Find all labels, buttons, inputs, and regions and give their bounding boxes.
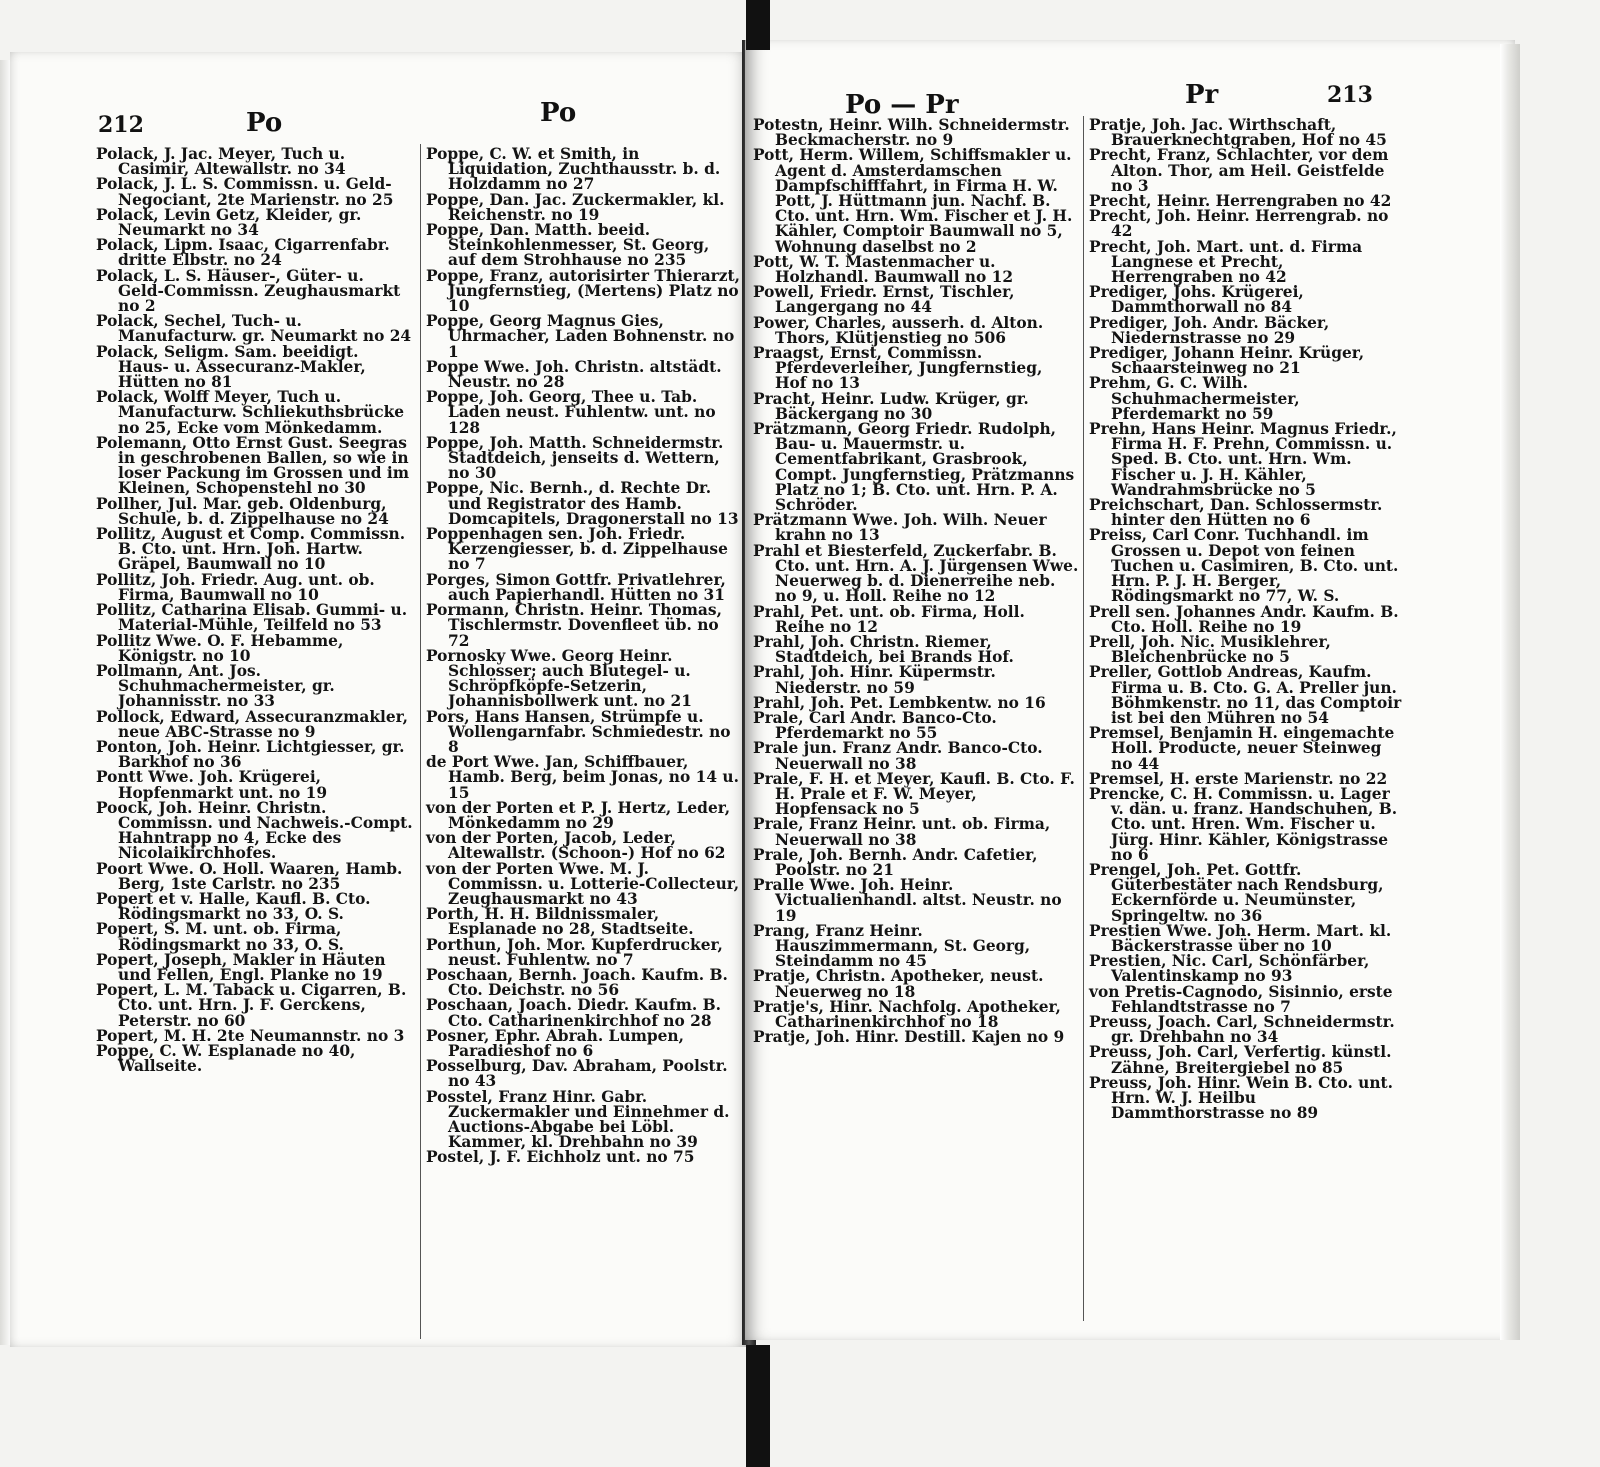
directory-entry: Pralle Wwe. Joh. Heinr. Victualienhandl. altst. Neustr. no 19	[753, 876, 1062, 925]
directory-entry: Prahl, Joh. Christn. Riemer, Stadtdeich, bei Brands Hof.	[753, 632, 1014, 667]
directory-entry: Premsel, H. erste Marienstr. no 22	[1089, 769, 1388, 788]
directory-entry: Polack, Lipm. Isaac, Cigarrenfabr. dritte Elbstr. no 24	[96, 236, 390, 270]
bookmark-ribbon-top	[746, 0, 770, 50]
directory-entry: Preichschart, Dan. Schlossermstr. hinter den Hütten no 6	[1089, 496, 1383, 530]
directory-entry: Potestn, Heinr. Wilh. Schneidermstr. Beckmacherstr. no 9	[753, 116, 1070, 150]
directory-entry: Pott, Herm. Willem, Schiffsmakler u. Agent d. Amsterdamschen Dampfschifffahrt, in Firma H. W. Pott, J. Hüttmann jun. Nachf. B. Cto. unt. Hrn. Wm. Fischer et J. H. Kähler, Comptoir Baumwall no 5, Wohnung daselbst no 2	[753, 146, 1073, 256]
directory-entry: Prale jun. Franz Andr. Banco-Cto. Neuerwall no 38	[753, 739, 1043, 773]
directory-entry: Polemann, Otto Ernst Gust. Seegras in geschrobenen Ballen, so wie in loser Packung im Grossen und im Kleinen, Schopenstehl no 30	[96, 433, 410, 498]
directory-entry: Prahl, Joh. Hinr. Küpermstr. Niederstr. no 59	[753, 663, 996, 697]
directory-entry: von der Porten et P. J. Hertz, Leder, Mönkedamm no 29	[426, 798, 731, 832]
directory-entry: Pors, Hans Hansen, Strümpfe u. Wollengarnfabr. Schmiedestr. no 8	[426, 707, 731, 756]
right-page-column-1	[753, 118, 1079, 1045]
right-page-number: 213	[1327, 82, 1373, 108]
directory-entry: Pratje, Joh. Jac. Wirthschaft, Brauerknechtgraben, Hof no 45	[1089, 116, 1387, 150]
directory-entry: Polack, J. L. S. Commissn. u. Geld-Negociant, 2te Marienstr. no 25	[96, 175, 394, 209]
directory-entry: Porth, H. H. Bildnissmaler, Esplanade no 28, Stadtseite.	[426, 905, 694, 939]
directory-entry: Prätzmann Wwe. Joh. Wilh. Neuer krahn no 13	[753, 511, 1047, 545]
directory-entry: Pontt Wwe. Joh. Krügerei, Hopfenmarkt unt. no 19	[96, 768, 328, 802]
directory-entry: Posner, Ephr. Abrah. Lumpen, Paradieshof no 6	[426, 1026, 684, 1060]
directory-entry: Posselburg, Dav. Abraham, Poolstr. no 43	[426, 1057, 728, 1091]
directory-entry: Poppe, Joh. Matth. Schneidermstr. Stadtdeich, jenseits d. Wettern, no 30	[426, 433, 724, 483]
directory-entry: Preuss, Joach. Carl, Schneidermstr. gr. Drehbahn no 34	[1089, 1012, 1395, 1047]
directory-entry: Popert et v. Halle, Kaufl. B. Cto. Rödingsmarkt no 33, O. S.	[96, 889, 371, 924]
directory-entry: Poppe Wwe. Joh. Christn. altstädt. Neustr. no 28	[426, 357, 722, 392]
bookmark-ribbon-bottom	[746, 1345, 770, 1467]
directory-entry: Pollmann, Ant. Jos. Schuhmachermeister, gr. Johannisstr. no 33	[96, 661, 335, 711]
directory-entry: Precht, Joh. Heinr. Herrengrab. no 42	[1089, 207, 1389, 241]
directory-entry: Prale, Franz Heinr. unt. ob. Firma, Neuerwall no 38	[753, 815, 1051, 849]
directory-entry: Prediger, Johann Heinr. Krüger, Schaarsteinweg no 21	[1089, 344, 1365, 378]
directory-entry: Pratje, Christn. Apotheker, neust. Neuerweg no 18	[753, 967, 1044, 1001]
directory-entry: Polack, L. S. Häuser-, Güter- u. Geld-Commissn. Zeughausmarkt no 2	[96, 266, 401, 316]
directory-entry: Pollock, Edward, Assecuranzmakler, neue ABC-Strasse no 9	[96, 707, 408, 741]
directory-entry: Posstel, Franz Hinr. Gabr. Zuckermakler und Einnehmer d. Auctions-Abgabe bei Löbl. Kammer, kl. Drehbahn no 39	[426, 1087, 730, 1152]
directory-entry: Pratje's, Hinr. Nachfolg. Apotheker, Catharinenkirchhof no 18	[753, 997, 1061, 1031]
directory-entry: Powell, Friedr. Ernst, Tischler, Langergang no 44	[753, 283, 1015, 317]
directory-entry: Prale, Joh. Bernh. Andr. Cafetier, Poolstr. no 21	[753, 845, 1038, 879]
directory-entry: von der Porten, Jacob, Leder, Altewallstr. (Schoon-) Hof no 62	[426, 829, 726, 863]
right-page-column-rule	[1083, 116, 1084, 1321]
directory-entry: Premsel, Benjamin H. eingemachte Holl. Producte, neuer Steinweg no 44	[1089, 724, 1395, 773]
directory-entry: Poschaan, Bernh. Joach. Kaufm. B. Cto. Deichstr. no 56	[426, 965, 728, 1000]
directory-entry: Prediger, Joh. Andr. Bäcker, Niedernstrasse no 29	[1089, 313, 1330, 347]
directory-entry: Poppe, Joh. Georg, Thee u. Tab. Laden neust. Fuhlentw. unt. no 128	[426, 388, 716, 437]
directory-entry: Polack, Sechel, Tuch- u. Manufacturw. gr. Neumarkt no 24	[96, 312, 412, 346]
directory-entry: von der Porten Wwe. M. J. Commissn. u. Lotterie-Collecteur, Zeughausmarkt no 43	[426, 859, 740, 908]
left-page-running-head-left: Po	[246, 108, 283, 138]
directory-entry: Prahl et Biesterfeld, Zuckerfabr. B. Cto. unt. Hrn. A. J. Jürgensen Wwe. Neuerweg b. d. Dienerreihe neb. no 9, u. Holl. Reihe no 12	[753, 541, 1079, 606]
directory-entry: Poppe, Franz, autorisirter Thierarzt, Jungfernstieg, (Mertens) Platz no 10	[426, 266, 740, 316]
directory-entry: Preller, Gottlob Andreas, Kaufm. Firma u. B. Cto. G. A. Preller jun. Böhmkenstr. no 11, das Comptoir ist bei den Mühren no 54	[1089, 663, 1402, 727]
right-page-running-head-center: Po — Pr	[845, 90, 959, 120]
directory-entry: Prale, F. H. et Meyer, Kaufl. B. Cto. F. H. Prale et F. W. Meyer, Hopfensack no 5	[753, 769, 1075, 819]
directory-entry: Polack, J. Jac. Meyer, Tuch u. Casimir, Altewallstr. no 34	[96, 145, 346, 179]
directory-entry: Poock, Joh. Heinr. Christn. Commissn. und Nachweis.-Compt. Hahntrapp no 4, Ecke des Nicolaikirchhofes.	[96, 798, 413, 863]
directory-entry: Poschaan, Joach. Diedr. Kaufm. B. Cto. Catharinenkirchhof no 28	[426, 996, 721, 1030]
directory-entry: Popert, L. M. Taback u. Cigarren, B. Cto. unt. Hrn. J. F. Gerckens, Peterstr. no 60	[96, 981, 407, 1030]
directory-entry: Ponton, Joh. Heinr. Lichtgiesser, gr. Barkhof no 36	[96, 737, 405, 772]
directory-entry: von Pretis-Cagnodo, Sisinnio, erste Fehlandtstrasse no 7	[1089, 982, 1393, 1016]
directory-entry: Porthun, Joh. Mor. Kupferdrucker, neust. Fuhlentw. no 7	[426, 935, 723, 969]
left-page-number: 212	[98, 112, 144, 138]
left-page-column-1	[96, 147, 414, 1074]
directory-entry: Porges, Simon Gottfr. Privatlehrer, auch Papierhandl. Hütten no 31	[426, 570, 726, 604]
directory-entry: Preuss, Joh. Carl, Verfertig. künstl. Zähne, Breitergiebel no 85	[1089, 1043, 1392, 1077]
directory-entry: Pott, W. T. Mastenmacher u. Holzhandl. Baumwall no 12	[753, 252, 1014, 287]
right-page-edge	[1500, 44, 1520, 1340]
directory-entry: Poppe, Dan. Matth. beeid. Steinkohlenmesser, St. Georg, auf dem Strohhause no 235	[426, 221, 710, 270]
directory-entry: Poort Wwe. O. Holl. Waaren, Hamb. Berg, 1ste Carlstr. no 235	[96, 859, 403, 893]
directory-entry: Pollitz, Joh. Friedr. Aug. unt. ob. Firma, Baumwall no 10	[96, 570, 375, 604]
right-page	[745, 40, 1515, 1340]
directory-entry: Prell, Joh. Nic. Musiklehrer, Bleichenbrücke no 5	[1089, 632, 1331, 667]
directory-entry: Pratje, Joh. Hinr. Destill. Kajen no 9	[753, 1028, 1065, 1047]
directory-entry: Prestien, Nic. Carl, Schönfärber, Valentinskamp no 93	[1089, 952, 1370, 986]
directory-entry: Poppenhagen sen. Joh. Friedr. Kerzengiesser, b. d. Zippelhause no 7	[426, 525, 728, 574]
directory-entry: Power, Charles, ausserh. d. Alton. Thors, Klütjenstieg no 506	[753, 313, 1044, 347]
directory-entry: Praagst, Ernst, Commissn. Pferdeverleiher, Jungfernstieg, Hof no 13	[753, 344, 1043, 393]
right-page-column-2	[1089, 118, 1407, 1121]
directory-entry: Poppe, C. W. et Smith, in Liquidation, Zuchthausstr. b. d. Holzdamm no 27	[426, 145, 721, 194]
directory-entry: Prediger, Johs. Krügerei, Dammthorwall no 84	[1089, 283, 1304, 317]
directory-entry: Pollher, Jul. Mar. geb. Oldenburg, Schule, b. d. Zippelhause no 24	[96, 494, 389, 528]
directory-entry: Precht, Joh. Mart. unt. d. Firma Langnese et Precht, Herrengraben no 42	[1089, 237, 1363, 287]
directory-entry: Prell sen. Johannes Andr. Kaufm. B. Cto. Holl. Reihe no 19	[1089, 602, 1399, 636]
directory-entry: Precht, Franz, Schlachter, vor dem Alton. Thor, am Heil. Geistfelde no 3	[1089, 146, 1389, 195]
directory-entry: Poppe, Georg Magnus Gies, Uhrmacher, Laden Bohnenstr. no 1	[426, 312, 735, 361]
directory-entry: Prätzmann, Georg Friedr. Rudolph, Bau- u. Mauermstr. u. Cementfabrikant, Grasbrook, Compt. Jungfernstieg, Prätzmanns Platz no 1; B. Cto. unt. Hrn. P. A. Schröder.	[753, 420, 1075, 515]
directory-entry: Poppe, Nic. Bernh., d. Rechte Dr. und Registrator des Hamb. Domcapitels, Dragonerstall no 13	[426, 479, 739, 528]
directory-entry: Pollitz Wwe. O. F. Hebamme, Königstr. no 10	[96, 631, 344, 665]
directory-entry: Preiss, Carl Conr. Tuchhandl. im Grossen u. Depot von feinen Tuchen u. Casimiren, B. Cto. unt. Hrn. P. J. H. Berger, Rödingsmarkt no 77, W. S.	[1089, 526, 1399, 606]
directory-entry: Popert, M. H. 2te Neumannstr. no 3	[96, 1026, 405, 1045]
directory-entry: Poppe, Dan. Jac. Zuckermakler, kl. Reichenstr. no 19	[426, 190, 725, 224]
left-page-running-head-center: Po	[540, 98, 577, 128]
left-page-column-rule	[420, 144, 421, 1339]
directory-entry: Preuss, Joh. Hinr. Wein B. Cto. unt. Hrn. W. J. Heilbu Dammthorstrasse no 89	[1089, 1073, 1394, 1123]
directory-entry: Prehm, G. C. Wilh. Schuhmachermeister, Pferdemarkt no 59	[1089, 374, 1300, 423]
directory-entry: Prale, Carl Andr. Banco-Cto. Pferdemarkt no 55	[753, 708, 997, 743]
directory-entry: Popert, S. M. unt. ob. Firma, Rödingsmarkt no 33, O. S.	[96, 920, 344, 954]
directory-entry: Polack, Wolff Meyer, Tuch u. Manufacturw. Schliekuthsbrücke no 25, Ecke vom Mönkedamm.	[96, 388, 405, 437]
directory-entry: Poppe, C. W. Esplanade no 40, Wallseite.	[96, 1041, 356, 1076]
directory-entry: de Port Wwe. Jan, Schiffbauer, Hamb. Berg, beim Jonas, no 14 u. 15	[426, 753, 739, 802]
directory-entry: Postel, J. F. Eichholz unt. no 75	[426, 1148, 695, 1167]
directory-entry: Prahl, Pet. unt. ob. Firma, Holl. Reihe no 12	[753, 602, 1025, 636]
directory-entry: Polack, Levin Getz, Kleider, gr. Neumarkt no 34	[96, 205, 362, 240]
left-page	[10, 52, 752, 1347]
directory-entry: Prehn, Hans Heinr. Magnus Friedr., Firma H. F. Prehn, Commissn. u. Sped. B. Cto. unt. Hrn. Wm. Fischer u. J. H. Kähler, Wandrahmsbrücke no 5	[1089, 420, 1397, 499]
directory-entry: Prencke, C. H. Commissn. u. Lager v. dän. u. franz. Handschuhen, B. Cto. unt. Hren. Wm. Fischer u. Jürg. Hinr. Kähler, Königstrasse no 6	[1089, 784, 1398, 864]
right-page-running-head-right: Pr	[1185, 80, 1219, 110]
directory-entry: Polack, Seligm. Sam. beeidigt. Haus- u. Assecuranz-Makler, Hütten no 81	[96, 342, 366, 392]
directory-entry: Prestien Wwe. Joh. Herm. Mart. kl. Bäckerstrasse über no 10	[1089, 921, 1392, 955]
left-page-column-2	[426, 147, 742, 1166]
directory-entry: Prengel, Joh. Pet. Gottfr. Güterbestäter nach Rendsburg, Eckernförde u. Neumünster, Springeltw. no 36	[1089, 860, 1384, 925]
directory-entry: Prang, Franz Heinr. Hauszimmermann, St. Georg, Steindamm no 45	[753, 921, 1031, 971]
directory-entry: Pracht, Heinr. Ludw. Krüger, gr. Bäckergang no 30	[753, 389, 1029, 423]
directory-entry: Pornosky Wwe. Georg Heinr. Schlosser; auch Blutegel- u. Schröpfköpfe-Setzerin, Johannisbollwerk unt. no 21	[426, 646, 692, 711]
directory-entry: Pormann, Christn. Heinr. Thomas, Tischlermstr. Dovenfleet üb. no 72	[426, 601, 722, 650]
directory-entry: Precht, Heinr. Herrengraben no 42	[1089, 192, 1392, 211]
directory-entry: Popert, Joseph, Makler in Häuten und Fellen, Engl. Planke no 19	[96, 950, 386, 984]
directory-entry: Prahl, Joh. Pet. Lembkentw. no 16	[753, 693, 1046, 712]
directory-entry: Pollitz, Catharina Elisab. Gummi- u. Material-Mühle, Teilfeld no 53	[96, 601, 408, 635]
directory-entry: Pollitz, August et Comp. Commissn. B. Cto. unt. Hrn. Joh. Hartw. Gräpel, Baumwall no 10	[96, 525, 406, 574]
